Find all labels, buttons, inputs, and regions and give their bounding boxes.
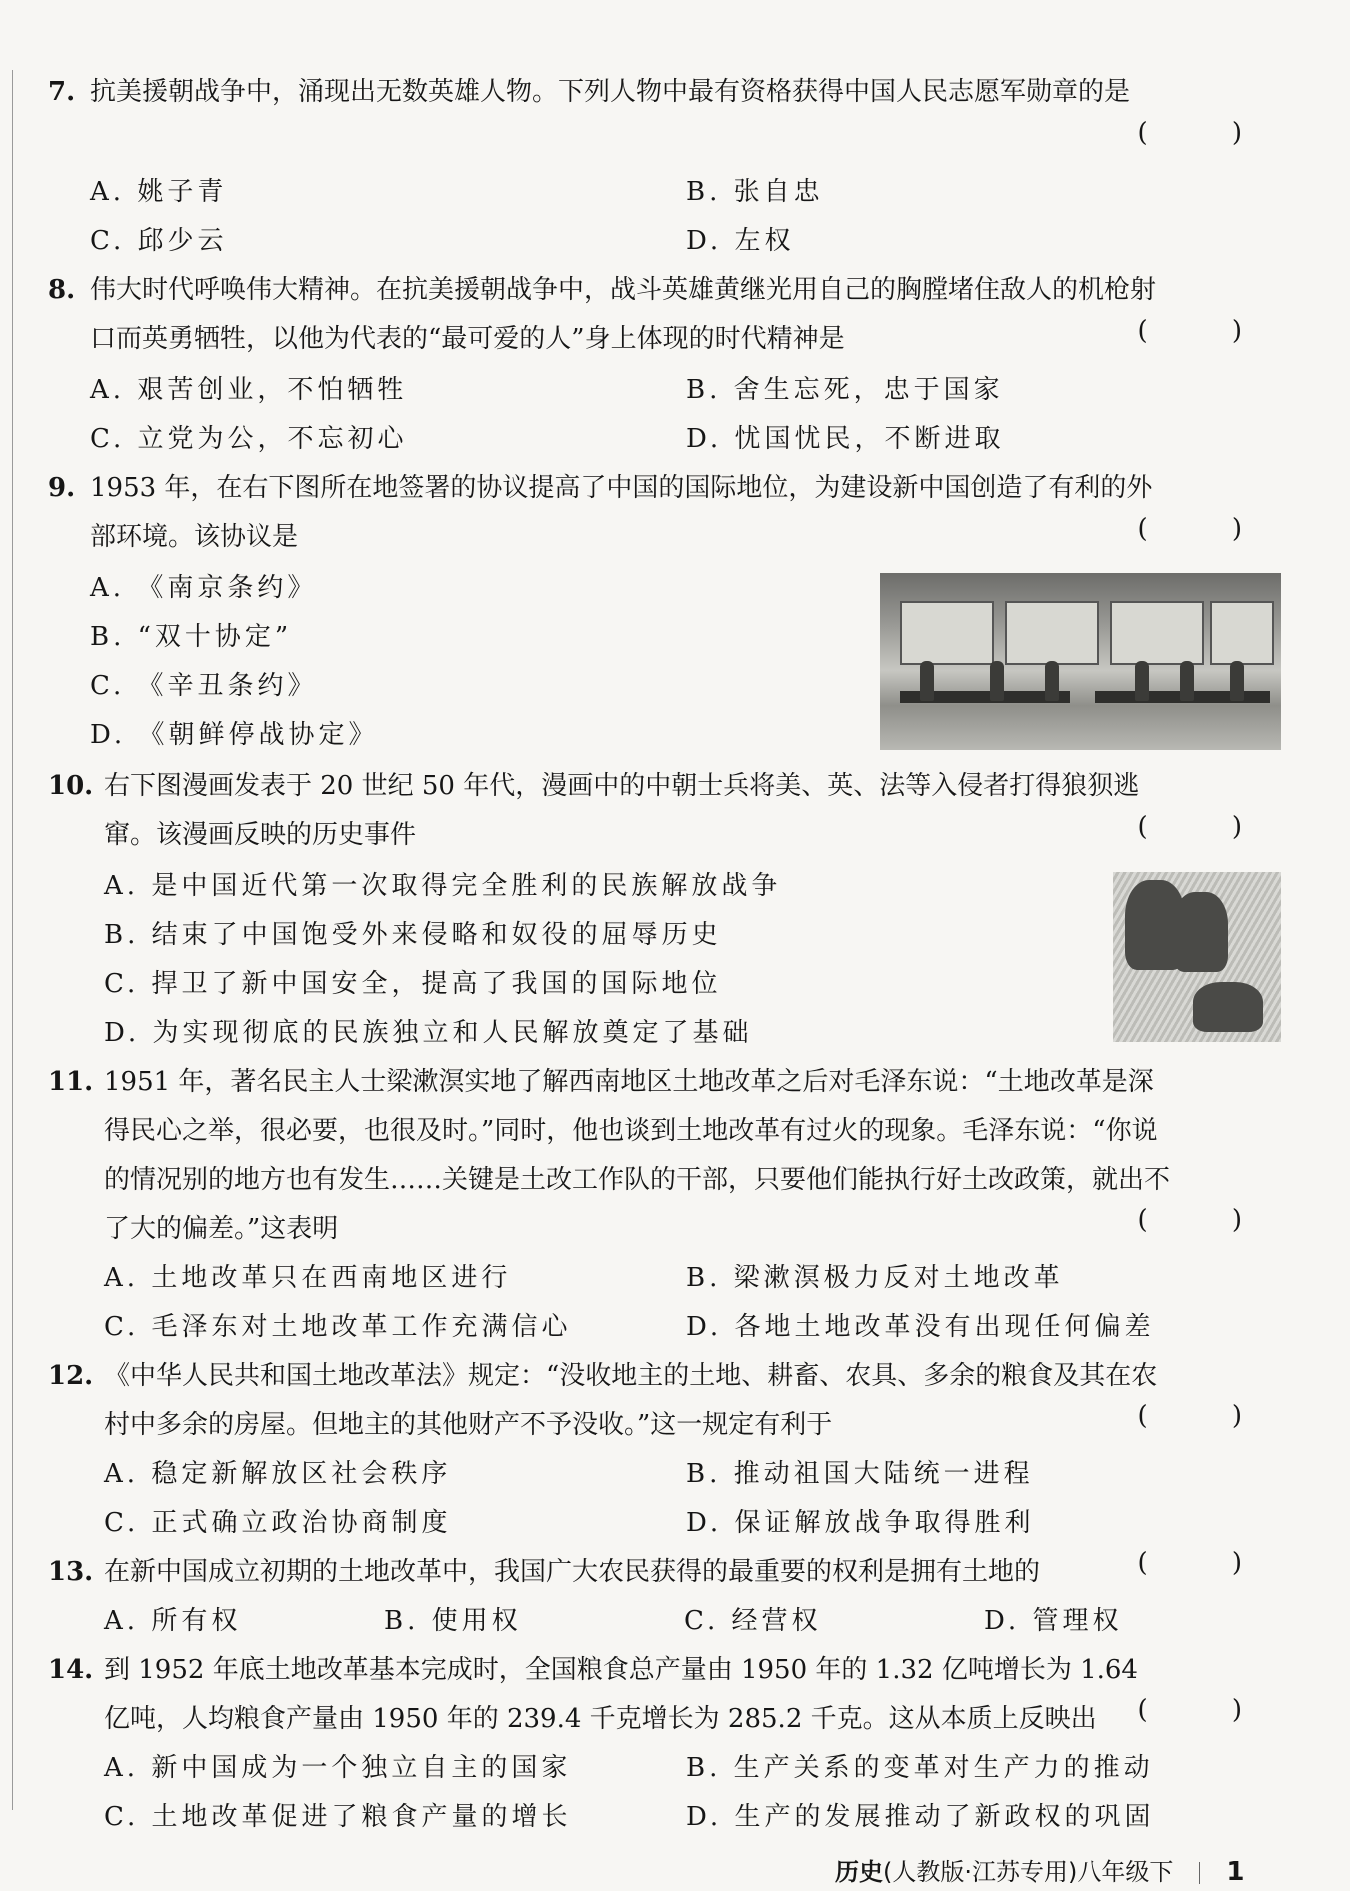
option-c: C. 正式确立政治协商制度 xyxy=(104,1508,452,1538)
option-a: A. 土地改革只在西南地区进行 xyxy=(104,1263,512,1293)
footer-divider xyxy=(1199,1862,1200,1884)
answer-bracket: ( ) xyxy=(1137,118,1280,148)
option-d: D. 各地土地改革没有出现任何偏差 xyxy=(686,1312,1155,1342)
armistice-signing-photo xyxy=(880,573,1281,750)
question-number: 14. xyxy=(48,1655,94,1685)
option-a: A. 所有权 xyxy=(104,1606,242,1636)
option-d: D. 为实现彻底的民族独立和人民解放奠定了基础 xyxy=(104,1018,753,1048)
question-stem: 在新中国成立初期的土地改革中，我国广大农民获得的最重要的权利是拥有土地的 xyxy=(104,1557,1041,1587)
question-number: 13. xyxy=(48,1557,94,1587)
question-11 xyxy=(48,1058,1280,1254)
question-stem: 1953 年，在右下图所在地签署的协议提高了中国的国际地位，为建设新中国创造了有利的外部环境。该协议是 xyxy=(90,473,1153,552)
answer-bracket: ( ) xyxy=(1137,514,1280,544)
question-number: 8. xyxy=(48,275,76,305)
option-d: D. 生产的发展推动了新政权的巩固 xyxy=(686,1802,1155,1832)
question-8 xyxy=(48,266,1280,364)
option-d: D. 《朝鲜停战协定》 xyxy=(90,720,379,750)
page-footer xyxy=(835,1852,1244,1887)
answer-bracket: ( ) xyxy=(1137,1548,1280,1578)
option-b: B. 使用权 xyxy=(384,1606,522,1636)
option-c: C. 邱少云 xyxy=(90,226,228,256)
answer-bracket: ( ) xyxy=(1137,1401,1280,1431)
option-d: D. 左权 xyxy=(686,226,795,256)
option-b: B. 舍生忘死，忠于国家 xyxy=(686,375,1004,405)
question-stem: 抗美援朝战争中，涌现出无数英雄人物。下列人物中最有资格获得中国人民志愿军勋章的是 xyxy=(90,77,1131,107)
question-10 xyxy=(48,762,1280,860)
answer-bracket: ( ) xyxy=(1137,812,1280,842)
option-c: C. 毛泽东对土地改革工作充满信心 xyxy=(104,1312,572,1342)
question-stem: 右下图漫画发表于 20 世纪 50 年代，漫画中的中朝士兵将美、英、法等入侵者打得狼狈逃窜。该漫画反映的历史事件 xyxy=(104,771,1140,850)
war-cartoon-image xyxy=(1113,872,1281,1042)
answer-bracket: ( ) xyxy=(1137,316,1280,346)
question-12 xyxy=(48,1352,1280,1450)
option-b: B. 生产关系的变革对生产力的推动 xyxy=(686,1753,1154,1783)
answer-bracket: ( ) xyxy=(1137,1695,1280,1725)
question-number: 10. xyxy=(48,771,94,801)
option-c: C. 立党为公，不忘初心 xyxy=(90,424,408,454)
option-d: D. 忧国忧民，不断进取 xyxy=(686,424,1005,454)
option-c: C. 捍卫了新中国安全，提高了我国的国际地位 xyxy=(104,969,722,999)
question-stem: 1951 年，著名民主人士梁漱溟实地了解西南地区土地改革之后对毛泽东说：“土地改革是深得民心之举，很必要，也很及时。”同时，他也谈到土地改革有过火的现象。毛泽东说：“你说的情况别的地方也有发生……关键是土改工作队的干部，只要他们能执行好土改政策，就出不了大的偏差。”这表明 xyxy=(104,1067,1171,1244)
footer-edition: (人教版·江苏专用)八年级下 xyxy=(883,1858,1174,1886)
option-c: C. 经营权 xyxy=(684,1606,822,1636)
question-number: 11. xyxy=(48,1067,94,1097)
option-c: C. 《辛丑条约》 xyxy=(90,671,318,701)
option-b: B. 张自忠 xyxy=(686,177,824,207)
option-b: B. “双十协定” xyxy=(90,622,293,652)
option-b: B. 推动祖国大陆统一进程 xyxy=(686,1459,1034,1489)
option-a: A. 姚子青 xyxy=(90,177,228,207)
option-d: D. 管理权 xyxy=(984,1606,1123,1636)
option-a: A. 新中国成为一个独立自主的国家 xyxy=(104,1753,572,1783)
option-a: A. 是中国近代第一次取得完全胜利的民族解放战争 xyxy=(104,871,782,901)
option-a: A. 《南京条约》 xyxy=(90,573,318,603)
question-14 xyxy=(48,1646,1280,1744)
option-a: A. 艰苦创业，不怕牺牲 xyxy=(90,375,408,405)
page-number: 1 xyxy=(1226,1857,1245,1887)
question-7 xyxy=(48,68,1280,117)
option-a: A. 稳定新解放区社会秩序 xyxy=(104,1459,452,1489)
margin-rule xyxy=(12,70,13,1810)
question-9 xyxy=(48,464,1280,562)
answer-bracket: ( ) xyxy=(1137,1205,1280,1235)
option-c: C. 土地改革促进了粮食产量的增长 xyxy=(104,1802,572,1832)
question-13 xyxy=(48,1548,1280,1597)
question-number: 9. xyxy=(48,473,76,503)
question-number: 7. xyxy=(48,77,76,107)
footer-subject: 历史 xyxy=(835,1858,883,1886)
question-stem: 到 1952 年底土地改革基本完成时，全国粮食总产量由 1950 年的 1.32 亿吨增长为 1.64 亿吨，人均粮食产量由 1950 年的 239.4 千克增长为 285.2 千克。这从本质上反映出 xyxy=(104,1655,1138,1734)
question-stem: 伟大时代呼唤伟大精神。在抗美援朝战争中，战斗英雄黄继光用自己的胸膛堵住敌人的机枪射口而英勇牺牲，以他为代表的“最可爱的人”身上体现的时代精神是 xyxy=(90,275,1157,354)
question-stem: 《中华人民共和国土地改革法》规定：“没收地主的土地、耕畜、农具、多余的粮食及其在农村中多余的房屋。但地主的其他财产不予没收。”这一规定有利于 xyxy=(104,1361,1158,1440)
option-b: B. 梁漱溟极力反对土地改革 xyxy=(686,1263,1064,1293)
question-number: 12. xyxy=(48,1361,94,1391)
option-d: D. 保证解放战争取得胜利 xyxy=(686,1508,1035,1538)
option-b: B. 结束了中国饱受外来侵略和奴役的屈辱历史 xyxy=(104,920,722,950)
